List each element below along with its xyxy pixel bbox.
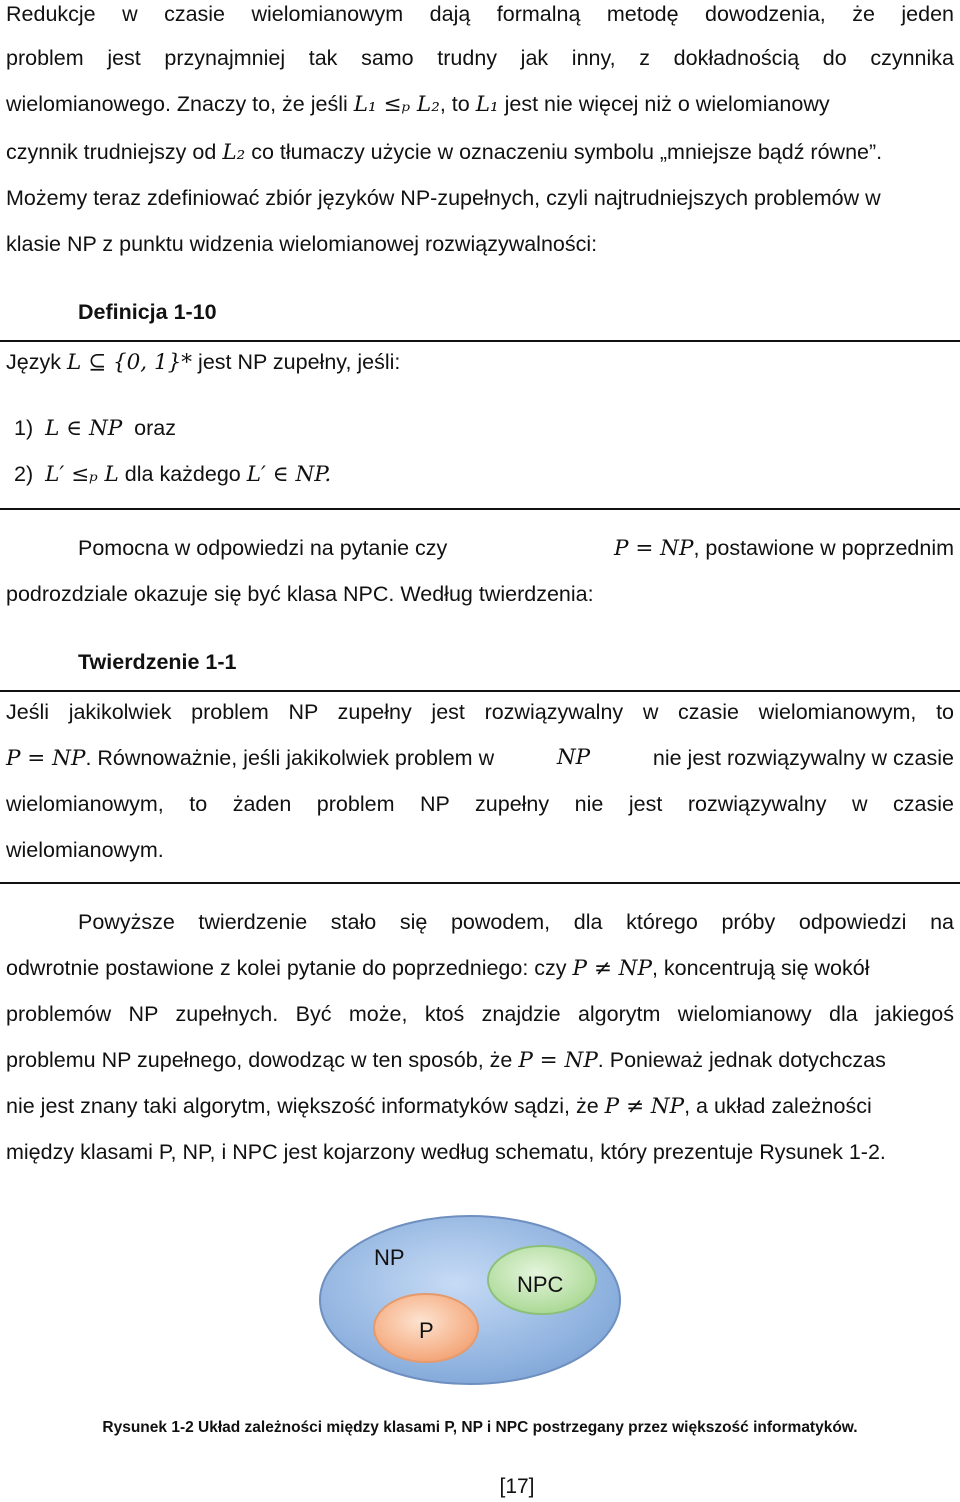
text-span: , to xyxy=(439,92,470,116)
theorem-line-3: wielomianowym, to żaden problem NP zupełny nie jest rozwiązywalny w czasie xyxy=(6,792,954,816)
text-span: czynnik trudniejszy od xyxy=(6,140,217,164)
paragraph-1-line-4 xyxy=(6,138,954,167)
theorem-top-rule xyxy=(0,690,960,692)
math-language: L ⊆ {0, 1}* xyxy=(66,350,193,375)
page-number: [17] xyxy=(499,1475,535,1498)
text-span: jest NP zupełny, jeśli: xyxy=(198,350,401,374)
text-span: Język xyxy=(6,350,61,374)
math-l1: L₁ xyxy=(475,92,499,117)
theorem-line-4: wielomianowym. xyxy=(6,838,164,862)
definition-intro xyxy=(6,348,954,377)
math-membership: L′ ∈ NP. xyxy=(246,462,332,487)
theorem-bottom-rule xyxy=(0,882,960,884)
math-p-equals-np: P = NP xyxy=(6,746,86,771)
text-span: . Równoważnie, jeśli jakikolwiek problem w xyxy=(85,746,495,770)
definition-item-1 xyxy=(14,414,960,443)
text-span: wielomianowego. Znaczy to, że jeśli xyxy=(6,92,348,116)
math-np: NP xyxy=(556,745,591,770)
paragraph-3-line-6: między klasami P, NP, i NPC jest kojarzony według schematu, który prezentuje Rysunek 1-2. xyxy=(6,1140,886,1164)
paragraph-3-line-1: Powyższe twierdzenie stało się powodem, dla którego próby odpowiedzi na xyxy=(78,910,954,934)
npc-label: NPC xyxy=(517,1272,564,1297)
paragraph-1-line-1: Redukcje w czasie wielomianowym dają formalną metodę dowodzenia, że jeden xyxy=(6,2,954,26)
paragraph-2-line-1 xyxy=(78,534,954,563)
math-l2: L₂ xyxy=(222,140,246,165)
definition-title: Definicja 1-10 xyxy=(78,300,217,324)
text-span: odwrotnie postawione z kolei pytanie do poprzedniego: czy xyxy=(6,956,567,980)
math-reduction: L₁ ≤ₚ L₂ xyxy=(353,92,440,117)
math-p-equals-np: P = NP xyxy=(518,1048,598,1073)
math-p-equals-np: P = NP xyxy=(614,536,694,561)
definition-bottom-rule xyxy=(0,508,960,510)
theorem-title: Twierdzenie 1-1 xyxy=(78,650,237,674)
list-number: 1) xyxy=(14,416,34,440)
text-span: problemu NP zupełnego, dowodząc w ten sposób, że xyxy=(6,1048,513,1072)
paragraph-1-line-2: problem jest przynajmniej tak samo trudny jak inny, z dokładnością do czynnika xyxy=(6,46,954,70)
text-span: co tłumaczy użycie w oznaczeniu symbolu „mniejsze bądź równe”. xyxy=(251,140,883,164)
math-p-not-equals-np: P ≠ NP xyxy=(604,1094,685,1119)
text-span: , koncentrują się wokół xyxy=(651,956,870,980)
theorem-line-2 xyxy=(6,744,954,773)
list-number: 2) xyxy=(14,462,34,486)
text-span: dla każdego xyxy=(124,462,241,486)
text-span: oraz xyxy=(134,416,176,440)
math-membership: L ∈ NP xyxy=(45,416,123,441)
paragraph-2-line-2: podrozdziale okazuje się być klasa NPC. Według twierdzenia: xyxy=(6,582,594,606)
text-span: Pomocna w odpowiedzi na pytanie czy xyxy=(78,536,448,560)
paragraph-3-line-2 xyxy=(6,954,954,983)
definition-top-rule xyxy=(0,340,960,342)
class-diagram xyxy=(300,1210,640,1390)
text-span: , a układ zależności xyxy=(684,1094,872,1118)
np-label: NP xyxy=(374,1245,405,1270)
text-span: jest nie więcej niż o wielomianowy xyxy=(504,92,830,116)
theorem-line-1: Jeśli jakikolwiek problem NP zupełny jest rozwiązywalny w czasie wielomianowym, to xyxy=(6,700,954,724)
paragraph-1-line-5: Możemy teraz zdefiniować zbiór języków NP-zupełnych, czyli najtrudniejszych problemów w xyxy=(6,186,881,210)
paragraph-3-line-3: problemów NP zupełnych. Być może, ktoś znajdzie algorytm wielomianowy dla jakiegoś xyxy=(6,1002,954,1026)
math-p-not-equals-np: P ≠ NP xyxy=(572,956,652,981)
text-span: nie jest znany taki algorytm, większość informatyków sądzi, że xyxy=(6,1094,599,1118)
definition-item-2 xyxy=(14,460,960,489)
text-span: nie jest rozwiązywalny w czasie xyxy=(652,746,954,770)
p-label: P xyxy=(419,1318,434,1343)
paragraph-1-line-6: klasie NP z punktu widzenia wielomianowej rozwiązywalności: xyxy=(6,232,598,256)
paragraph-3-line-5 xyxy=(6,1092,954,1121)
text-span: , postawione w poprzednim xyxy=(693,536,954,560)
math-reduction: L′ ≤ₚ L xyxy=(45,462,119,487)
paragraph-3-line-4 xyxy=(6,1046,954,1075)
text-span: . Ponieważ jednak dotychczas xyxy=(597,1048,886,1072)
figure-caption: Rysunek 1-2 Układ zależności między klasami P, NP i NPC postrzegany przez większość informatyków. xyxy=(102,1419,858,1436)
paragraph-1-line-3 xyxy=(6,90,954,119)
